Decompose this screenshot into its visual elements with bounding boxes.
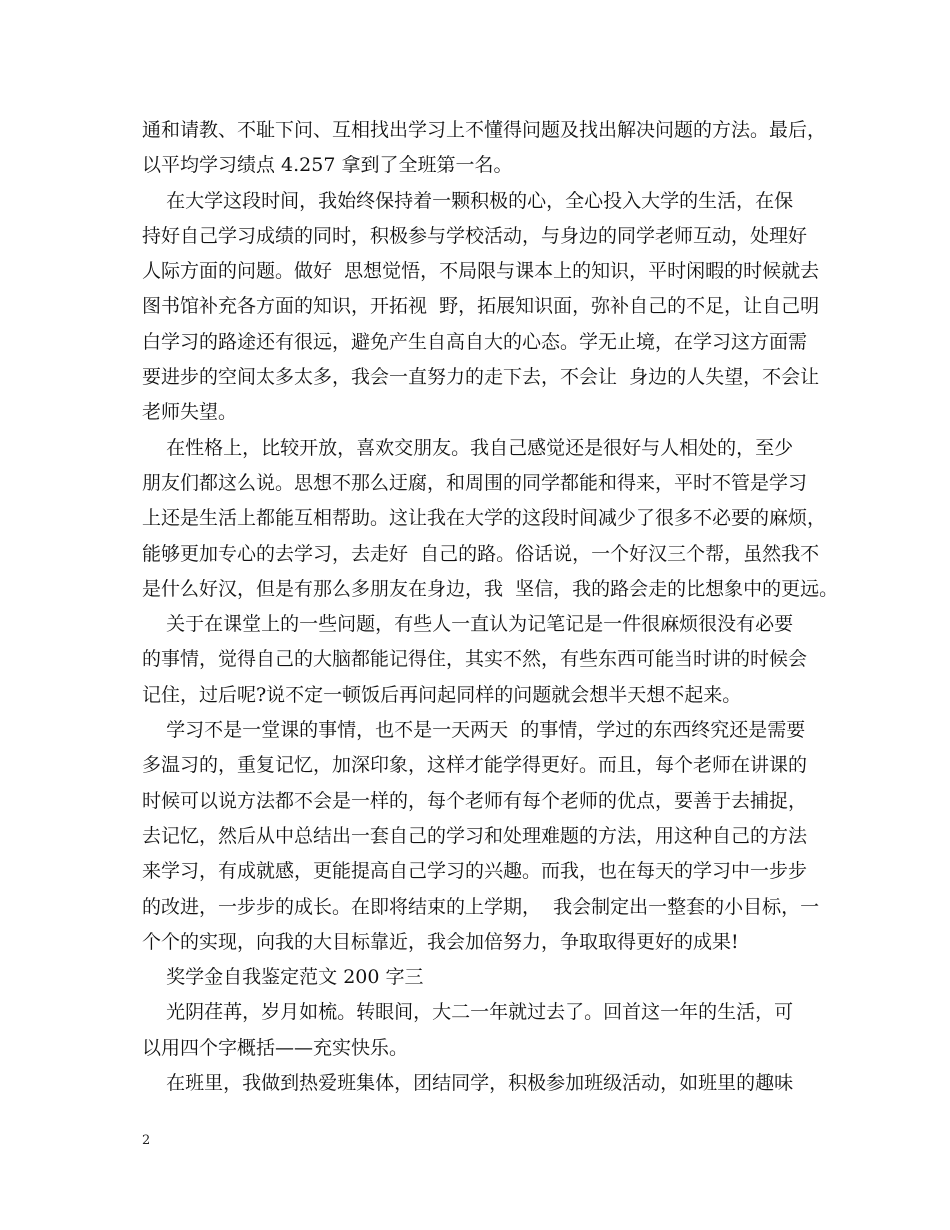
document-body (142, 113, 839, 1101)
text-line: 在大学这段时间，我始终保持着一颗积极的心，全心投入大学的生活，在保 (142, 189, 794, 212)
text-line: 的事情，觉得自己的大脑都能记得住，其实不然，有些东西可能当时讲的时候会 (142, 648, 808, 671)
text-line: 记住，过后呢?说不定一顿饭后再问起同样的问题就会想半天想不起来。 (142, 683, 742, 706)
text-line: 白学习的路途还有很远，避免产生自高自大的心态。学无止境，在学习这方面需 (142, 330, 808, 353)
page-number: 2 (142, 1133, 151, 1148)
text-line: 个个的实现，向我的大目标靠近，我会加倍努力，争取取得更好的成果! (142, 930, 739, 953)
text-line: 在性格上，比较开放，喜欢交朋友。我自己感觉还是很好与人相处的，至少 (142, 436, 794, 459)
text-line: 以平均学习绩点 4.257 拿到了全班第一名。 (142, 154, 513, 177)
text-line: 多温习的，重复记忆，加深印象，这样才能学得更好。而且，每个老师在讲课的 (142, 754, 808, 777)
text-line: 通和请教、不耻下问、互相找出学习上不懂得问题及找出解决问题的方法。最后， (142, 119, 827, 141)
text-line: 能够更加专心的去学习，去走好 自己的路。俗话说，一个好汉三个帮，虽然我不 (142, 542, 820, 565)
text-line: 朋友们都这么说。思想不那么迂腐，和周围的同学都能和得来，平时不管是学习 (142, 471, 808, 494)
text-line: 是什么好汉，但是有那么多朋友在身边，我 坚信，我的路会走的比想象中的更远。 (142, 577, 839, 600)
text-line: 的改进，一步步的成长。在即将结束的上学期， 我会制定出一整套的小目标，一 (142, 895, 820, 918)
text-line: 在班里，我做到热爱班集体，团结同学，积极参加班级活动，如班里的趣味 (142, 1072, 794, 1095)
text-line: 持好自己学习成绩的同时，积极参与学校活动，与身边的同学老师互动，处理好 (142, 224, 808, 247)
text-line: 要进步的空间太多太多，我会一直努力的走下去，不会让 身边的人失望，不会让 (142, 366, 820, 389)
text-line: 以用四个字概括——充实快乐。 (142, 1036, 409, 1059)
text-line: 图书馆补充各方面的知识，开拓视 野，拓展知识面，弥补自己的不足，让自己明 (142, 295, 820, 318)
text-line: 上还是生活上都能互相帮助。这让我在大学的这段时间减少了很多不必要的麻烦， (142, 507, 827, 530)
text-line: 光阴荏苒，岁月如梳。转眼间，大二一年就过去了。回首这一年的生活，可 (142, 1001, 794, 1024)
text-line: 老师失望。 (142, 401, 238, 424)
text-line: 学习不是一堂课的事情，也不是一天两天 的事情，学过的东西终究还是需要 (142, 719, 806, 742)
text-line: 关于在课堂上的一些问题，有些人一直认为记笔记是一件很麻烦很没有必要 (142, 613, 794, 636)
text-line: 人际方面的问题。做好 思想觉悟，不局限与课本上的知识，平时闲暇的时候就去 (142, 260, 820, 283)
section-heading: 奖学金自我鉴定范文 200 字三 (142, 966, 424, 989)
text-line: 时候可以说方法都不会是一样的，每个老师有每个老师的优点，要善于去捕捉， (142, 789, 808, 812)
text-line: 来学习，有成就感，更能提高自己学习的兴趣。而我，也在每天的学习中一步步 (142, 860, 808, 883)
text-line: 去记忆，然后从中总结出一套自己的学习和处理难题的方法，用这种自己的方法 (142, 824, 808, 847)
